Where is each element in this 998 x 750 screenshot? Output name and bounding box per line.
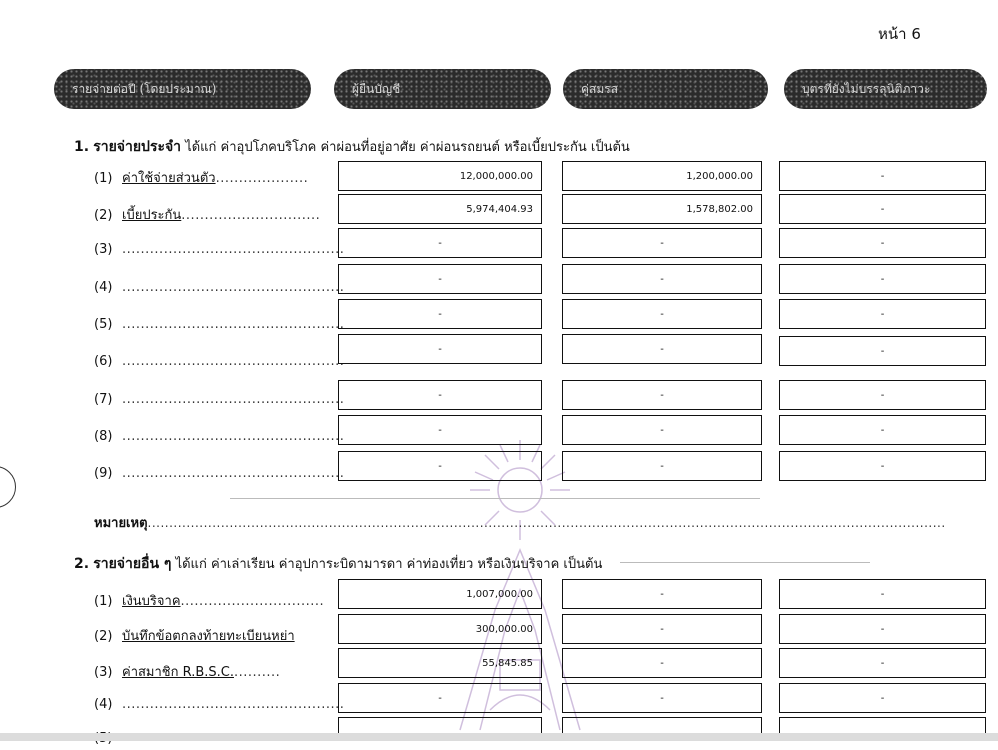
page-bottom-edge [0,733,998,741]
header-pill-minor-children: บุตรที่ยังไม่บรรลุนิติภาวะ [784,69,987,109]
section1-children-amount: - [779,299,986,329]
section1-row-label [94,317,345,332]
row-number: (2) [94,629,113,644]
header-pill-expenses: รายจ่ายต่อปี (โดยประมาณ) [54,69,311,109]
row-dots: ................................................ [122,392,345,407]
section2-spouse-amount: - [562,683,762,713]
section1-row-label [94,392,345,407]
section2-row-label [94,661,334,682]
section1-title: รายจ่ายประจำ [93,139,182,155]
section1-filer-amount: 5,974,404.93 [338,194,542,224]
section1-filer-amount: - [338,451,542,481]
row-text: ค่าใช้จ่ายส่วนตัว [122,171,216,186]
punch-hole-mark [0,466,16,508]
section1-spouse-amount: 1,578,802.00 [562,194,762,224]
section1-filer-amount: - [338,334,542,364]
section1-filer-amount: - [338,299,542,329]
row-number: (8) [94,429,113,444]
row-number: (3) [94,242,113,257]
section1-spouse-amount: - [562,264,762,294]
section2-title: รายจ่ายอื่น ๆ [93,556,172,572]
row-number: (6) [94,354,113,369]
row-dots: ................................................ [122,317,345,332]
section2-filer-amount: 300,000.00 [338,614,542,644]
section1-heading [74,136,630,158]
header-pill-spouse: คู่สมรส [563,69,768,109]
row-dots: ................................................ [122,354,345,369]
section1-spouse-amount: - [562,451,762,481]
section2-filer-amount: 55,845.85 [338,648,542,678]
note-dots: ......................................................................................................................................................................................... [147,516,946,530]
row-text: เงินบริจาค [122,594,181,609]
row-dots: .............................. [181,208,321,223]
row-number: (2) [94,208,113,223]
section1-spouse-amount: - [562,380,762,410]
row-dots: .................... [215,171,309,186]
section2-filer-amount: - [338,683,542,713]
scan-artifact-line [230,498,760,499]
section1-children-amount: - [779,336,986,366]
section1-row-label [94,204,334,225]
note-line [94,512,946,533]
section1-row-label [94,429,345,444]
section2-children-amount: - [779,648,986,678]
section2-spouse-amount: - [562,579,762,609]
section1-row-label [94,167,334,188]
section2-number: 2. [74,556,90,572]
row-dots: ................................................ [122,429,345,444]
section1-spouse-amount: - [562,299,762,329]
section1-children-amount: - [779,194,986,224]
section2-filer-amount: 1,007,000.00 [338,579,542,609]
row-number: (4) [94,280,113,295]
section1-filer-amount: - [338,228,542,258]
section1-filer-amount: - [338,264,542,294]
section2-children-amount: - [779,579,986,609]
row-number: (1) [94,171,113,186]
section1-desc: ได้แก่ ค่าอุปโภคบริโภค ค่าผ่อนที่อยู่อาศัย ค่าผ่อนรถยนต์ หรือเบี้ยประกัน เป็นต้น [185,140,630,155]
row-number: (4) [94,697,113,712]
section1-children-amount: - [779,415,986,445]
section1-children-amount: - [779,161,986,191]
row-dots: ................................................ [122,466,345,481]
row-dots: ................................................ [122,242,345,257]
section1-row-label [94,280,345,295]
section2-heading [74,553,602,575]
page-number: หน้า 6 [878,25,921,43]
row-text: บันทึกข้อตกลงท้ายทะเบียนหย่า [122,629,295,644]
section1-row-label [94,242,345,257]
row-number: (7) [94,392,113,407]
section1-spouse-amount: - [562,334,762,364]
section2-row-label [94,625,334,646]
row-number: (3) [94,665,113,680]
row-text: ค่าสมาชิก R.B.S.C. [122,665,234,680]
row-number: (5) [94,317,113,332]
section2-spouse-amount: - [562,614,762,644]
section2-children-amount: - [779,614,986,644]
section1-spouse-amount: 1,200,000.00 [562,161,762,191]
section1-row-label [94,354,345,369]
header-pill-filer: ผู้ยื่นบัญชี [334,69,551,109]
row-dots: ............................... [180,594,325,609]
section1-children-amount: - [779,451,986,481]
row-number: (9) [94,466,113,481]
section1-filer-amount: 12,000,000.00 [338,161,542,191]
row-text: เบี้ยประกัน [122,208,182,223]
row-dots: ................................................ [122,280,345,295]
section2-row-label [94,590,334,611]
section1-filer-amount: - [338,415,542,445]
section1-spouse-amount: - [562,228,762,258]
section1-number: 1. [74,139,90,155]
section2-row-label [94,697,345,712]
row-dots: ................................................ [122,697,345,712]
section2-spouse-amount: - [562,648,762,678]
section1-spouse-amount: - [562,415,762,445]
section1-children-amount: - [779,264,986,294]
section2-desc: ได้แก่ ค่าเล่าเรียน ค่าอุปการะบิดามารดา ค่าท่องเที่ยว หรือเงินบริจาค เป็นต้น [175,557,603,572]
row-number: (1) [94,594,113,609]
section1-children-amount: - [779,228,986,258]
section1-row-label [94,466,345,481]
row-dots: .......... [233,665,281,680]
section1-filer-amount: - [338,380,542,410]
section2-children-amount: - [779,683,986,713]
section1-children-amount: - [779,380,986,410]
note-label: หมายเหตุ [94,516,148,531]
scan-artifact-line [620,562,870,563]
